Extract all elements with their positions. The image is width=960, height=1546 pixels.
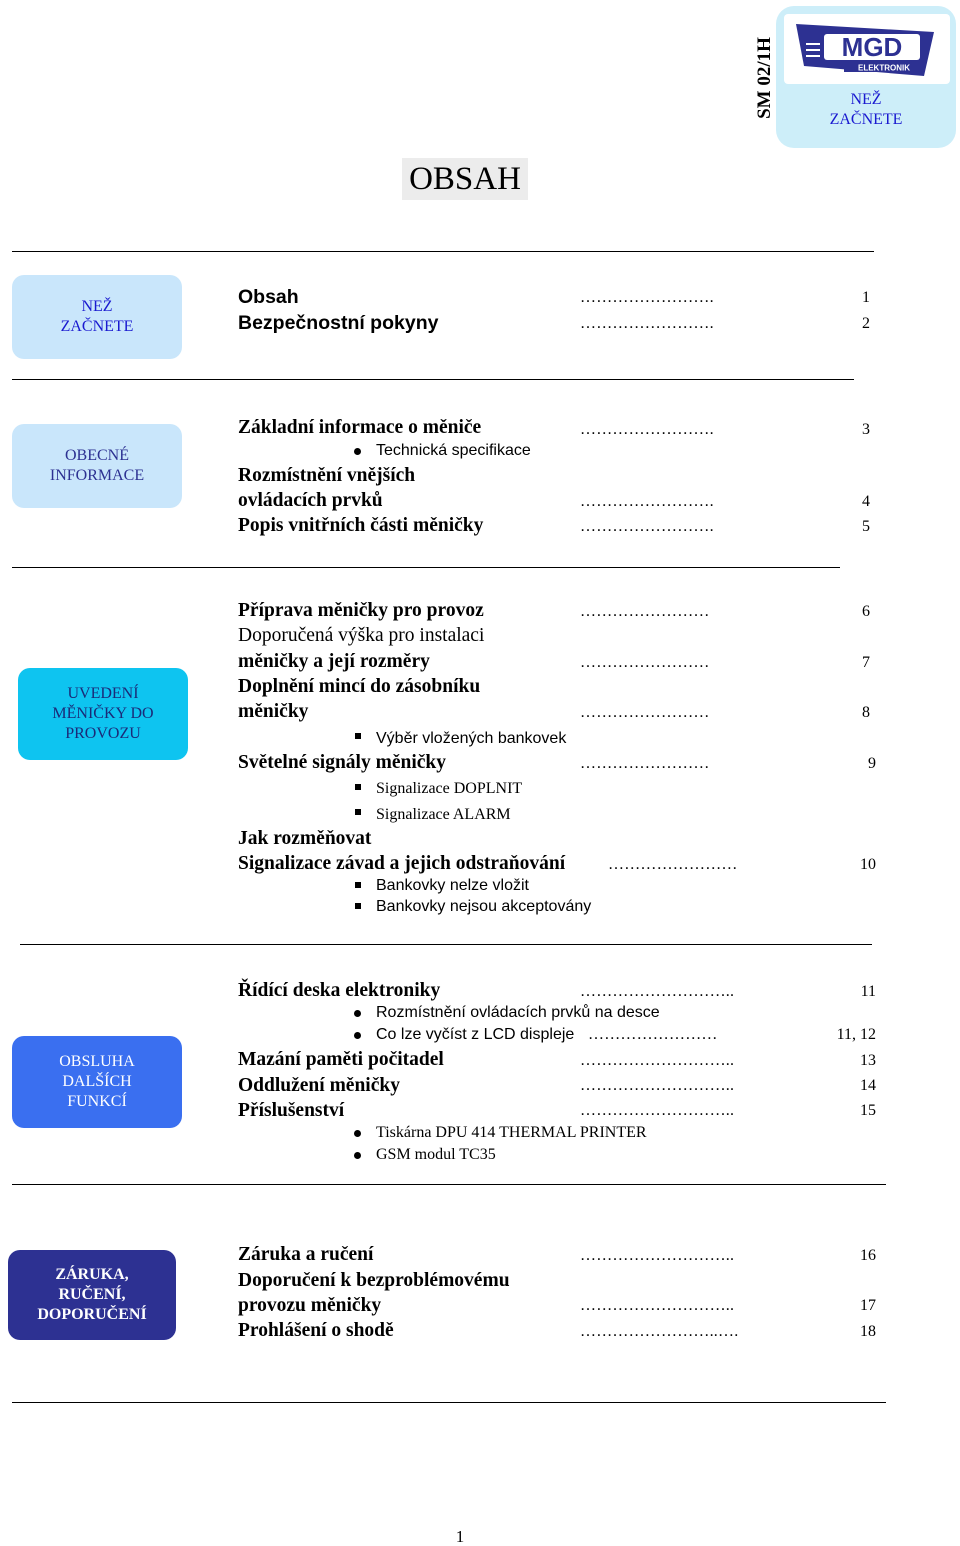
divider	[12, 1184, 886, 1185]
toc-page: 16	[860, 1247, 876, 1264]
svg-text:MGD: MGD	[841, 32, 903, 62]
toc-subitem: Tiskárna DPU 414 THERMAL PRINTER	[376, 1124, 647, 1141]
toc-subitem: Technická specifikace	[376, 442, 531, 459]
section-label-nez-zacnete[interactable]: NEŽ ZAČNETE	[12, 275, 182, 359]
bullet-icon	[355, 784, 361, 790]
toc-leader: ……………………..….	[580, 1323, 739, 1340]
toc-entry-title[interactable]: měničky	[238, 701, 309, 722]
section-label-uvedeni-do-provozu[interactable]: UVEDENÍ MĚNIČKY DO PROVOZU	[18, 668, 188, 760]
toc-page: 9	[868, 755, 876, 772]
toc-page: 10	[860, 856, 876, 873]
toc-page: 3	[862, 421, 870, 438]
toc-entry-title[interactable]: Příslušenství	[238, 1100, 345, 1121]
toc-leader: ……………………	[580, 755, 710, 772]
bullet-icon	[354, 1152, 361, 1159]
divider	[12, 379, 854, 380]
toc-page: 11	[860, 983, 876, 1000]
toc-leader: ………………………..	[580, 983, 735, 1000]
toc-leader: ………………………..	[580, 1052, 735, 1069]
divider	[12, 251, 874, 252]
document-code: SM 02/1H	[754, 37, 775, 119]
toc-page: 11, 12	[836, 1026, 876, 1043]
toc-leader: ……………………	[580, 654, 710, 671]
toc-entry-title[interactable]: Rozmístnění vnějších	[238, 465, 416, 486]
toc-subitem: Bankovky nejsou akceptovány	[376, 898, 592, 915]
toc-entry-title[interactable]: Řídící deska elektroniky	[238, 980, 441, 1001]
toc-leader: ………………………..	[580, 1102, 735, 1119]
toc-page: 15	[860, 1102, 876, 1119]
toc-page: 5	[862, 518, 870, 535]
toc-page: 6	[862, 603, 870, 620]
toc-subitem: Bankovky nelze vložit	[376, 877, 529, 894]
toc-page: 14	[860, 1077, 876, 1094]
toc-leader: ……………………	[588, 1026, 718, 1043]
toc-leader: ………………………..	[580, 1247, 735, 1264]
mgd-elektronik-logo	[784, 14, 950, 84]
toc-leader: ……………………	[580, 704, 710, 721]
toc-entry-title[interactable]: Prohlášení o shodě	[238, 1320, 394, 1341]
toc-entry-title[interactable]: Obsah	[238, 286, 299, 308]
toc-subitem: Signalizace DOPLNIT	[376, 780, 523, 797]
toc-page: 17	[860, 1297, 876, 1314]
toc-subitem: GSM modul TC35	[376, 1146, 496, 1163]
corner-label: NEŽ ZAČNETE	[829, 91, 903, 128]
bullet-icon	[355, 809, 361, 815]
toc-leader: …………………….	[580, 493, 714, 510]
toc-leader: ………………………..	[580, 1297, 735, 1314]
toc-leader: …………………….	[580, 315, 714, 332]
toc-entry-title[interactable]: Doporučená výška pro instalaci	[238, 625, 485, 646]
toc-entry-title[interactable]: Bezpečnostní pokyny	[238, 312, 439, 334]
bullet-icon	[354, 1032, 361, 1039]
toc-entry-title[interactable]: Doporučení k bezproblémovému	[238, 1270, 510, 1291]
section-label-zaruka[interactable]: ZÁRUKA, RUČENÍ, DOPORUČENÍ	[8, 1250, 176, 1340]
toc-subitem: Co lze vyčíst z LCD displeje	[376, 1026, 575, 1043]
toc-entry-title[interactable]: Záruka a ručení	[238, 1244, 374, 1265]
bullet-icon	[354, 1010, 361, 1017]
toc-leader: ……………………	[580, 603, 710, 620]
toc-entry-title[interactable]: měničky a její rozměry	[238, 651, 430, 672]
toc-entry-title[interactable]: Doplnění mincí do zásobníku	[238, 676, 481, 697]
toc-page: 4	[862, 493, 870, 510]
divider	[20, 944, 872, 945]
toc-leader: …………………….	[580, 289, 714, 306]
toc-subitem: Výběr vložených bankovek	[376, 730, 567, 747]
toc-entry-title[interactable]: Světelné signály měničky	[238, 752, 446, 773]
toc-leader: ………………………..	[580, 1077, 735, 1094]
svg-text:ELEKTRONIK: ELEKTRONIK	[858, 63, 910, 73]
toc-page: 1	[862, 289, 870, 306]
bullet-icon	[354, 448, 361, 455]
toc-page: 8	[862, 704, 870, 721]
toc-page: 13	[860, 1052, 876, 1069]
toc-page: 18	[860, 1323, 876, 1340]
bullet-icon	[355, 733, 361, 739]
divider	[12, 567, 840, 568]
bullet-icon	[354, 1130, 361, 1137]
toc-entry-title[interactable]: Signalizace závad a jejich odstraňování	[238, 853, 566, 874]
toc-entry-title[interactable]: Příprava měničky pro provoz	[238, 600, 484, 621]
toc-entry-title[interactable]: provozu měničky	[238, 1295, 382, 1316]
section-label-obsluha-funkci[interactable]: OBSLUHA DALŠÍCH FUNKCÍ	[12, 1036, 182, 1128]
section-label-obecne-informace[interactable]: OBECNÉ INFORMACE	[12, 424, 182, 508]
toc-entry-title[interactable]: ovládacích prvků	[238, 490, 383, 511]
toc-entry-title[interactable]: Oddlužení měničky	[238, 1075, 400, 1096]
bullet-icon	[355, 882, 361, 888]
toc-leader: ……………………	[608, 856, 738, 873]
toc-leader: …………………….	[580, 421, 714, 438]
page-number: 1	[455, 1527, 465, 1546]
toc-entry-title[interactable]: Popis vnitřních části měničky	[238, 515, 484, 536]
divider	[12, 1402, 886, 1403]
toc-leader: …………………….	[580, 518, 714, 535]
toc-subitem: Signalizace ALARM	[376, 806, 511, 823]
toc-page: 7	[862, 654, 870, 671]
toc-page: 2	[862, 315, 870, 332]
toc-subitem: Rozmístnění ovládacích prvků na desce	[376, 1004, 660, 1021]
toc-entry-title[interactable]: Základní informace o měniče	[238, 417, 482, 438]
bullet-icon	[355, 903, 361, 909]
toc-entry-title[interactable]: Jak rozměňovat	[238, 828, 372, 849]
page-title: OBSAH	[402, 158, 528, 200]
toc-entry-title[interactable]: Mazání paměti počitadel	[238, 1049, 444, 1070]
